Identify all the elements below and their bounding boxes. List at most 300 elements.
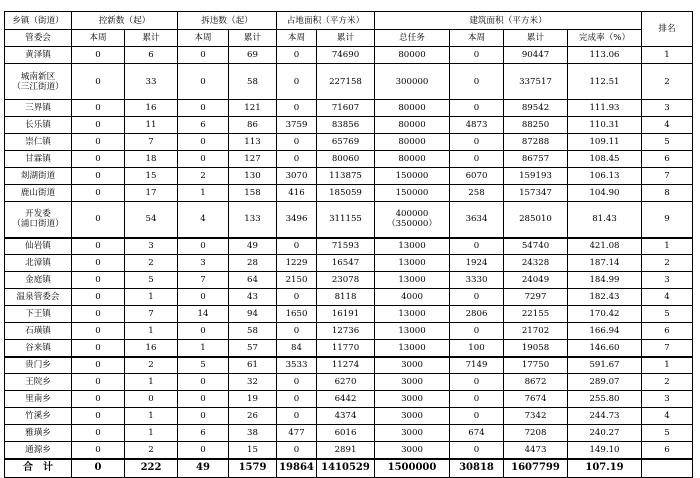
town-name-cell: 竹溪乡 [5,408,72,425]
chaiwei-week-cell: 0 [178,151,229,168]
kongxin-week-cell: 0 [72,408,125,425]
kongxin-total-cell: 2 [125,255,178,272]
rank-cell: 8 [642,185,693,202]
kongxin-week-cell: 0 [72,340,125,357]
chaiwei-week-cell: 0 [178,374,229,391]
chaiwei-week-cell: 0 [178,47,229,64]
rank-cell: 2 [642,64,693,100]
jianzhu-total-cell: 89542 [504,100,568,117]
kongxin-week-cell: 0 [72,306,125,323]
total-jianzhu-total-cell: 1607799 [504,459,568,478]
kongxin-total-cell: 16 [125,100,178,117]
chaiwei-week-cell: 0 [178,134,229,151]
town-name-cell: 北漳镇 [5,255,72,272]
kongxin-week-cell: 0 [72,374,125,391]
total-jianzhu-week-cell: 30818 [450,459,504,478]
demolition-statistics-table [4,11,693,478]
jianzhu-week-cell: 4873 [450,117,504,134]
total-task-cell: 13000 [375,323,450,340]
total-task-cell: 80000 [375,100,450,117]
jianzhu-total-cell: 21702 [504,323,568,340]
total-rank-cell [642,459,693,478]
town-name-cell: 崇仁镇 [5,134,72,151]
town-name-cell: 剡湖街道 [5,168,72,185]
kongxin-total-cell: 33 [125,64,178,100]
total-task-cell: 4000 [375,289,450,306]
completion-rate-cell: 187.14 [568,255,642,272]
table-row [5,202,693,238]
kongxin-week-cell: 0 [72,100,125,117]
header-row-groups [5,12,693,30]
zhandi-total-cell: 74690 [317,47,375,64]
zhandi-week-cell: 0 [277,151,317,168]
jianzhu-total-cell: 7674 [504,391,568,408]
completion-rate-cell: 421.08 [568,238,642,255]
jianzhu-week-cell: 0 [450,64,504,100]
town-name-cell: 通源乡 [5,442,72,459]
completion-rate-cell: 182.43 [568,289,642,306]
table-row [5,117,693,134]
kongxin-week-cell: 0 [72,289,125,306]
total-task-cell: 3000 [375,374,450,391]
header-zd-week: 本周 [277,30,317,47]
town-name-cell: 里南乡 [5,391,72,408]
chaiwei-week-cell: 6 [178,425,229,442]
rank-cell: 2 [642,374,693,391]
zhandi-total-cell: 6270 [317,374,375,391]
zhandi-week-cell: 0 [277,134,317,151]
total-kongxin-week-cell: 0 [72,459,125,478]
zhandi-total-cell: 227158 [317,64,375,100]
rank-cell: 5 [642,134,693,151]
chaiwei-week-cell: 0 [178,100,229,117]
town-name-cell: 雅璜乡 [5,425,72,442]
jianzhu-week-cell: 0 [450,408,504,425]
rank-cell: 5 [642,425,693,442]
town-name-cell: 王院乡 [5,374,72,391]
chaiwei-week-cell: 6 [178,117,229,134]
jianzhu-week-cell: 674 [450,425,504,442]
chaiwei-week-cell: 0 [178,391,229,408]
zhandi-total-cell: 311155 [317,202,375,238]
chaiwei-total-cell: 113 [229,134,277,151]
rank-cell: 3 [642,272,693,289]
zhandi-week-cell: 0 [277,374,317,391]
kongxin-total-cell: 17 [125,185,178,202]
completion-rate-cell: 146.60 [568,340,642,357]
jianzhu-week-cell: 3330 [450,272,504,289]
zhandi-week-cell: 0 [277,47,317,64]
jianzhu-week-cell: 1924 [450,255,504,272]
total-task-cell: 80000 [375,151,450,168]
jianzhu-total-cell: 19058 [504,340,568,357]
jianzhu-total-cell: 24049 [504,272,568,289]
total-task-cell: 13000 [375,340,450,357]
kongxin-total-cell: 18 [125,151,178,168]
jianzhu-total-cell: 7297 [504,289,568,306]
table-row [5,100,693,117]
chaiwei-week-cell: 4 [178,202,229,238]
header-jz-week: 本周 [450,30,504,47]
total-task-cell: 80000 [375,47,450,64]
kongxin-week-cell: 0 [72,323,125,340]
kongxin-total-cell: 11 [125,117,178,134]
total-total-task-cell: 1500000 [375,459,450,478]
kongxin-total-cell: 15 [125,168,178,185]
total-task-cell: 80000 [375,134,450,151]
zhandi-total-cell: 6016 [317,425,375,442]
chaiwei-total-cell: 38 [229,425,277,442]
table-row [5,374,693,391]
completion-rate-cell: 244.73 [568,408,642,425]
zhandi-total-cell: 16547 [317,255,375,272]
completion-rate-cell: 106.13 [568,168,642,185]
header-zd-total: 累计 [317,30,375,47]
zhandi-total-cell: 16191 [317,306,375,323]
chaiwei-week-cell: 0 [178,408,229,425]
table-row [5,272,693,289]
zhandi-total-cell: 83856 [317,117,375,134]
header-task: 总任务 [375,30,450,47]
kongxin-total-cell: 1 [125,323,178,340]
kongxin-week-cell: 0 [72,238,125,255]
jianzhu-total-cell: 17750 [504,357,568,374]
completion-rate-cell: 184.99 [568,272,642,289]
jianzhu-total-cell: 7342 [504,408,568,425]
kongxin-total-cell: 5 [125,272,178,289]
chaiwei-total-cell: 15 [229,442,277,459]
chaiwei-total-cell: 57 [229,340,277,357]
total-task-cell: 13000 [375,238,450,255]
table-row [5,391,693,408]
table-row [5,64,693,100]
chaiwei-total-cell: 130 [229,168,277,185]
chaiwei-total-cell: 58 [229,64,277,100]
completion-rate-cell: 170.42 [568,306,642,323]
total-task-cell: 400000 （350000） [375,202,450,238]
town-name-cell: 仙岩镇 [5,238,72,255]
total-task-cell: 3000 [375,442,450,459]
jianzhu-week-cell: 0 [450,134,504,151]
chaiwei-total-cell: 19 [229,391,277,408]
total-task-cell: 150000 [375,185,450,202]
town-name-cell: 城南新区 （三江街道） [5,64,72,100]
jianzhu-total-cell: 4473 [504,442,568,459]
completion-rate-cell: 591.67 [568,357,642,374]
table-row [5,151,693,168]
rank-cell: 9 [642,202,693,238]
jianzhu-total-cell: 87288 [504,134,568,151]
chaiwei-total-cell: 49 [229,238,277,255]
chaiwei-week-cell: 0 [178,64,229,100]
jianzhu-week-cell: 0 [450,374,504,391]
kongxin-total-cell: 16 [125,340,178,357]
jianzhu-week-cell: 6070 [450,168,504,185]
kongxin-week-cell: 0 [72,202,125,238]
chaiwei-week-cell: 0 [178,323,229,340]
jianzhu-total-cell: 285010 [504,202,568,238]
zhandi-week-cell: 2150 [277,272,317,289]
total-completion-rate-cell: 107.19 [568,459,642,478]
jianzhu-total-cell: 7208 [504,425,568,442]
total-task-cell: 13000 [375,306,450,323]
header-kx-week: 本周 [72,30,125,47]
total-task-cell: 3000 [375,425,450,442]
zhandi-total-cell: 23078 [317,272,375,289]
kongxin-total-cell: 7 [125,306,178,323]
zhandi-total-cell: 11770 [317,340,375,357]
total-zhandi-total-cell: 1410529 [317,459,375,478]
kongxin-total-cell: 1 [125,289,178,306]
chaiwei-total-cell: 133 [229,202,277,238]
jianzhu-week-cell: 2806 [450,306,504,323]
chaiwei-week-cell: 0 [178,442,229,459]
kongxin-week-cell: 0 [72,117,125,134]
rank-cell: 1 [642,238,693,255]
completion-rate-cell: 81.43 [568,202,642,238]
zhandi-week-cell: 0 [277,391,317,408]
kongxin-total-cell: 2 [125,442,178,459]
town-name-cell: 开发委 （浦口街道） [5,202,72,238]
kongxin-week-cell: 0 [72,255,125,272]
header-group-kongxin: 控新数（起） [72,12,178,30]
jianzhu-week-cell: 100 [450,340,504,357]
completion-rate-cell: 111.93 [568,100,642,117]
rank-cell: 6 [642,151,693,168]
total-chaiwei-total-cell: 1579 [229,459,277,478]
table-row [5,168,693,185]
header-cw-week: 本周 [178,30,229,47]
header-rank: 排名 [642,12,693,47]
rank-cell: 6 [642,442,693,459]
chaiwei-total-cell: 158 [229,185,277,202]
chaiwei-total-cell: 64 [229,272,277,289]
chaiwei-total-cell: 32 [229,374,277,391]
rank-cell: 4 [642,289,693,306]
zhandi-week-cell: 3496 [277,202,317,238]
rank-cell: 2 [642,255,693,272]
zhandi-week-cell: 3533 [277,357,317,374]
zhandi-week-cell: 0 [277,64,317,100]
jianzhu-total-cell: 90447 [504,47,568,64]
table-row [5,134,693,151]
kongxin-total-cell: 0 [125,391,178,408]
total-kongxin-total-cell: 222 [125,459,178,478]
rank-cell: 5 [642,306,693,323]
jianzhu-total-cell: 88250 [504,117,568,134]
total-zhandi-week-cell: 19864 [277,459,317,478]
completion-rate-cell: 149.10 [568,442,642,459]
table-row [5,47,693,64]
chaiwei-total-cell: 43 [229,289,277,306]
header-group-zhandi: 占地面积（平方米） [277,12,375,30]
chaiwei-total-cell: 94 [229,306,277,323]
chaiwei-total-cell: 28 [229,255,277,272]
chaiwei-week-cell: 5 [178,357,229,374]
table-row [5,255,693,272]
kongxin-week-cell: 0 [72,357,125,374]
kongxin-total-cell: 54 [125,202,178,238]
zhandi-week-cell: 84 [277,340,317,357]
completion-rate-cell: 255.80 [568,391,642,408]
zhandi-total-cell: 113875 [317,168,375,185]
town-name-cell: 石璜镇 [5,323,72,340]
chaiwei-week-cell: 14 [178,306,229,323]
zhandi-week-cell: 3759 [277,117,317,134]
kongxin-total-cell: 6 [125,47,178,64]
zhandi-total-cell: 6442 [317,391,375,408]
kongxin-week-cell: 0 [72,64,125,100]
kongxin-total-cell: 1 [125,374,178,391]
header-cw-total: 累计 [229,30,277,47]
kongxin-total-cell: 3 [125,238,178,255]
kongxin-week-cell: 0 [72,442,125,459]
rank-cell: 3 [642,100,693,117]
zhandi-week-cell: 0 [277,289,317,306]
table-row [5,323,693,340]
total-task-cell: 80000 [375,117,450,134]
rank-cell: 4 [642,117,693,134]
chaiwei-week-cell: 1 [178,185,229,202]
rank-cell: 3 [642,391,693,408]
zhandi-week-cell: 1229 [277,255,317,272]
jianzhu-total-cell: 54740 [504,238,568,255]
kongxin-total-cell: 7 [125,134,178,151]
table-row [5,340,693,357]
chaiwei-total-cell: 86 [229,117,277,134]
rank-cell: 6 [642,323,693,340]
zhandi-week-cell: 1650 [277,306,317,323]
jianzhu-week-cell: 0 [450,323,504,340]
header-town-label: 乡镇（街道） [5,12,72,30]
table-row [5,408,693,425]
header-kx-total: 累计 [125,30,178,47]
completion-rate-cell: 240.27 [568,425,642,442]
jianzhu-week-cell: 0 [450,238,504,255]
table-row [5,425,693,442]
chaiwei-total-cell: 127 [229,151,277,168]
chaiwei-total-cell: 58 [229,323,277,340]
zhandi-week-cell: 0 [277,408,317,425]
header-row-sub [5,30,693,47]
zhandi-total-cell: 8118 [317,289,375,306]
table-row [5,306,693,323]
zhandi-week-cell: 0 [277,238,317,255]
zhandi-total-cell: 2891 [317,442,375,459]
kongxin-week-cell: 0 [72,151,125,168]
total-row [5,459,693,478]
jianzhu-total-cell: 8672 [504,374,568,391]
chaiwei-week-cell: 7 [178,272,229,289]
zhandi-week-cell: 416 [277,185,317,202]
town-name-cell: 贵门乡 [5,357,72,374]
total-task-cell: 13000 [375,272,450,289]
jianzhu-week-cell: 0 [450,100,504,117]
town-name-cell: 金庭镇 [5,272,72,289]
chaiwei-week-cell: 1 [178,340,229,357]
zhandi-week-cell: 3070 [277,168,317,185]
table-row [5,357,693,374]
rank-cell: 7 [642,340,693,357]
kongxin-week-cell: 0 [72,391,125,408]
kongxin-week-cell: 0 [72,185,125,202]
header-group-jianzhu: 建筑面积（平方米） [375,12,642,30]
completion-rate-cell: 104.90 [568,185,642,202]
chaiwei-week-cell: 0 [178,238,229,255]
zhandi-total-cell: 12736 [317,323,375,340]
rank-cell: 7 [642,168,693,185]
jianzhu-week-cell: 258 [450,185,504,202]
chaiwei-week-cell: 2 [178,168,229,185]
kongxin-total-cell: 1 [125,408,178,425]
table-row [5,238,693,255]
chaiwei-total-cell: 26 [229,408,277,425]
zhandi-total-cell: 65769 [317,134,375,151]
zhandi-total-cell: 11274 [317,357,375,374]
town-name-cell: 黄泽镇 [5,47,72,64]
jianzhu-week-cell: 0 [450,47,504,64]
header-group-chaiwei: 拆违数（起） [178,12,277,30]
kongxin-week-cell: 0 [72,425,125,442]
town-name-cell: 下王镇 [5,306,72,323]
header-jz-total: 累计 [504,30,568,47]
jianzhu-total-cell: 86757 [504,151,568,168]
kongxin-week-cell: 0 [72,134,125,151]
jianzhu-week-cell: 7149 [450,357,504,374]
kongxin-total-cell: 2 [125,357,178,374]
town-name-cell: 甘霖镇 [5,151,72,168]
total-task-cell: 3000 [375,357,450,374]
table-row [5,289,693,306]
chaiwei-week-cell: 3 [178,255,229,272]
completion-rate-cell: 112.51 [568,64,642,100]
jianzhu-week-cell: 0 [450,289,504,306]
chaiwei-week-cell: 0 [178,289,229,306]
town-name-cell: 三界镇 [5,100,72,117]
total-task-cell: 3000 [375,408,450,425]
town-name-cell: 鹿山街道 [5,185,72,202]
table-row [5,185,693,202]
jianzhu-week-cell: 0 [450,391,504,408]
zhandi-week-cell: 477 [277,425,317,442]
rank-cell: 4 [642,408,693,425]
total-town-name-cell: 合 计 [5,459,72,478]
header-completion-rate: 完成率（%） [568,30,642,47]
completion-rate-cell: 110.31 [568,117,642,134]
rank-cell: 1 [642,47,693,64]
kongxin-week-cell: 0 [72,168,125,185]
jianzhu-total-cell: 22155 [504,306,568,323]
total-task-cell: 13000 [375,255,450,272]
town-name-cell: 长乐镇 [5,117,72,134]
completion-rate-cell: 166.94 [568,323,642,340]
zhandi-total-cell: 71593 [317,238,375,255]
town-name-cell: 温泉管委会 [5,289,72,306]
kongxin-week-cell: 0 [72,272,125,289]
jianzhu-total-cell: 159193 [504,168,568,185]
header-guanweihui-label: 管委会 [5,30,72,47]
zhandi-week-cell: 0 [277,323,317,340]
zhandi-week-cell: 0 [277,442,317,459]
jianzhu-week-cell: 0 [450,151,504,168]
completion-rate-cell: 113.06 [568,47,642,64]
table-row [5,442,693,459]
rank-cell: 1 [642,357,693,374]
town-name-cell: 谷来镇 [5,340,72,357]
completion-rate-cell: 289.07 [568,374,642,391]
completion-rate-cell: 108.45 [568,151,642,168]
jianzhu-total-cell: 24328 [504,255,568,272]
